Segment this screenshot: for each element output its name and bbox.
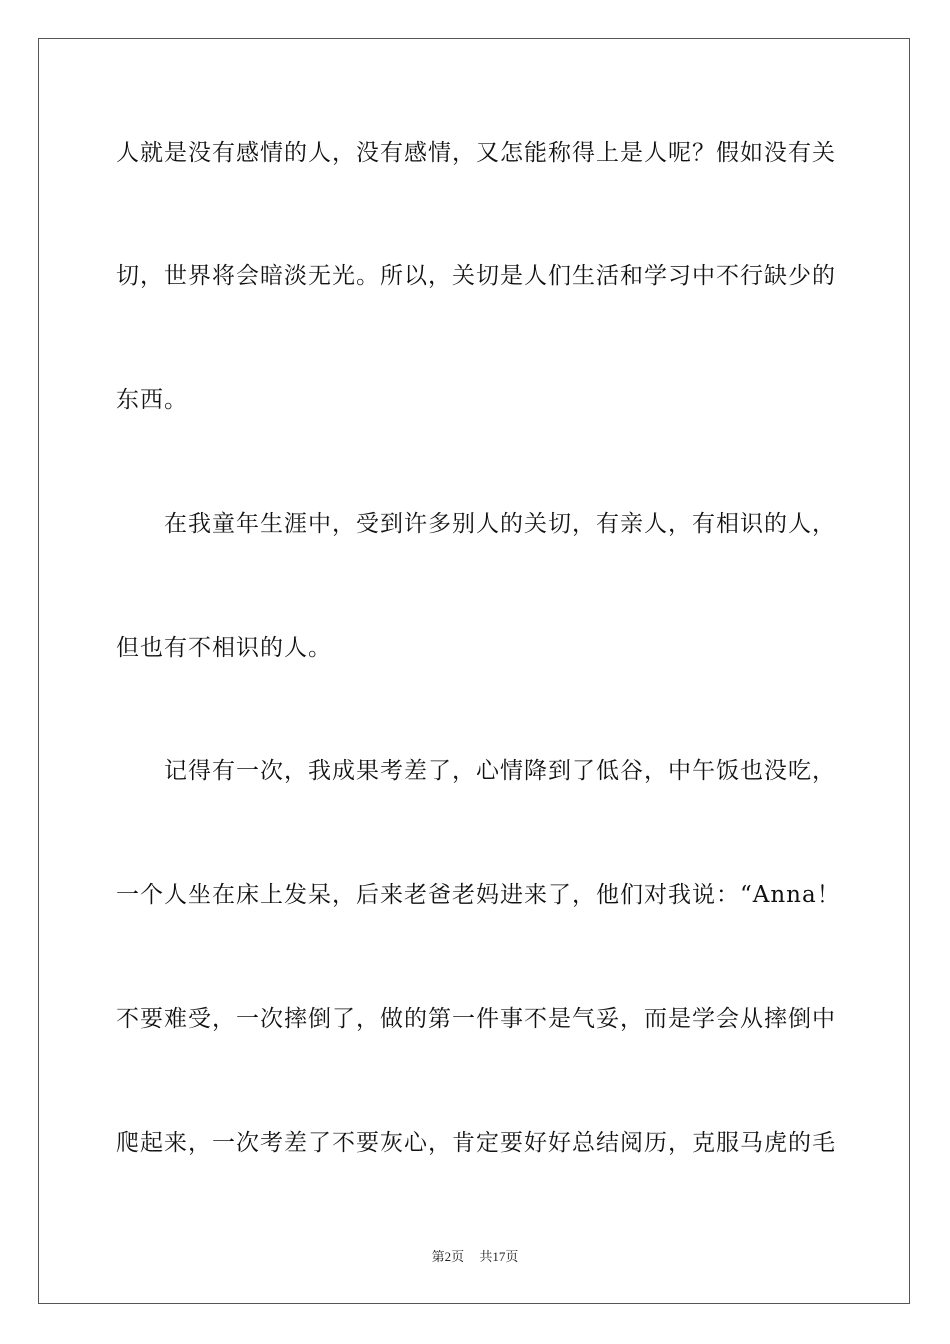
page-total: 共17页 bbox=[479, 1249, 519, 1264]
text-line-9: 爬起来，一次考差了不要灰心，肯定要好好总结阅历，克服马虎的毛 bbox=[116, 1130, 836, 1156]
text-line-1: 人就是没有感情的人，没有感情，又怎能称得上是人呢？假如没有关 bbox=[116, 140, 836, 166]
text-line-3: 东西。 bbox=[116, 387, 188, 413]
text-line-6: 记得有一次，我成果考差了，心情降到了低谷，中午饭也没吃， bbox=[164, 758, 836, 784]
text-line-4: 在我童年生涯中，受到许多别人的关切，有亲人，有相识的人， bbox=[164, 511, 836, 537]
page-border bbox=[38, 38, 910, 1304]
text-line-2: 切，世界将会暗淡无光。所以，关切是人们生活和学习中不行缺少的 bbox=[116, 263, 836, 289]
text-line-5: 但也有不相识的人。 bbox=[116, 635, 332, 661]
page-number: 第2页 bbox=[431, 1249, 465, 1264]
text-line-7: 一个人坐在床上发呆，后来老爸老妈进来了，他们对我说：“Anna！ bbox=[116, 882, 841, 908]
page-footer bbox=[0, 1246, 950, 1265]
text-line-8: 不要难受，一次摔倒了，做的第一件事不是气妥，而是学会从摔倒中 bbox=[116, 1006, 836, 1032]
